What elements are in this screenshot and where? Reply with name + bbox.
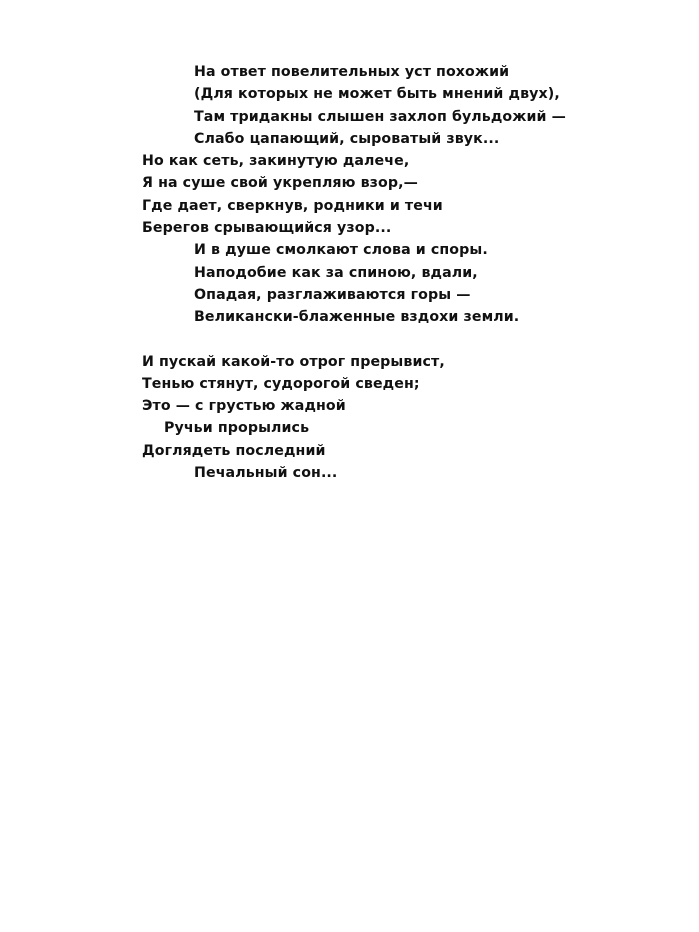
- poem-line: Тенью стянут, судорогой сведен;: [142, 375, 420, 392]
- poem-line: Опадая, разглаживаются горы —: [194, 286, 471, 303]
- poem-line: Это — с грустью жадной: [142, 398, 346, 415]
- poem-line: На ответ повелительных уст похожий: [194, 64, 510, 80]
- poem-line: Где дает, сверкнув, родники и течи: [142, 197, 443, 214]
- poem-line: Великански-блаженные вздохи земли.: [194, 309, 520, 326]
- poem-line: Я на суше свой укрепляю взор,—: [142, 175, 418, 192]
- poem-line: Слабо цапающий, сыроватый звук...: [194, 130, 500, 147]
- poem-line: Доглядеть последний: [142, 442, 326, 459]
- poem-line: Берегов срывающийся узор...: [142, 220, 392, 237]
- stanza-1: [142, 61, 662, 329]
- poem-line: И в душе смолкают слова и споры.: [194, 242, 488, 259]
- poem-line: Но как сеть, закинутую далече,: [142, 153, 410, 170]
- poem-line: Там тридакны слышен захлоп бульдожий —: [194, 108, 566, 125]
- poem-text: [142, 61, 662, 484]
- poem-line: И пускай какой-то отрог прерывист,: [142, 353, 445, 370]
- stanza-gap: [142, 329, 662, 351]
- poem-line: (Для которых не может быть мнений двух),: [194, 86, 560, 103]
- poem-line: Печальный сон...: [194, 465, 338, 482]
- stanza-2: [142, 351, 662, 485]
- poem-line: Наподобие как за спиною, вдали,: [194, 264, 478, 281]
- poem-line: Ручьи прорылись: [164, 420, 310, 437]
